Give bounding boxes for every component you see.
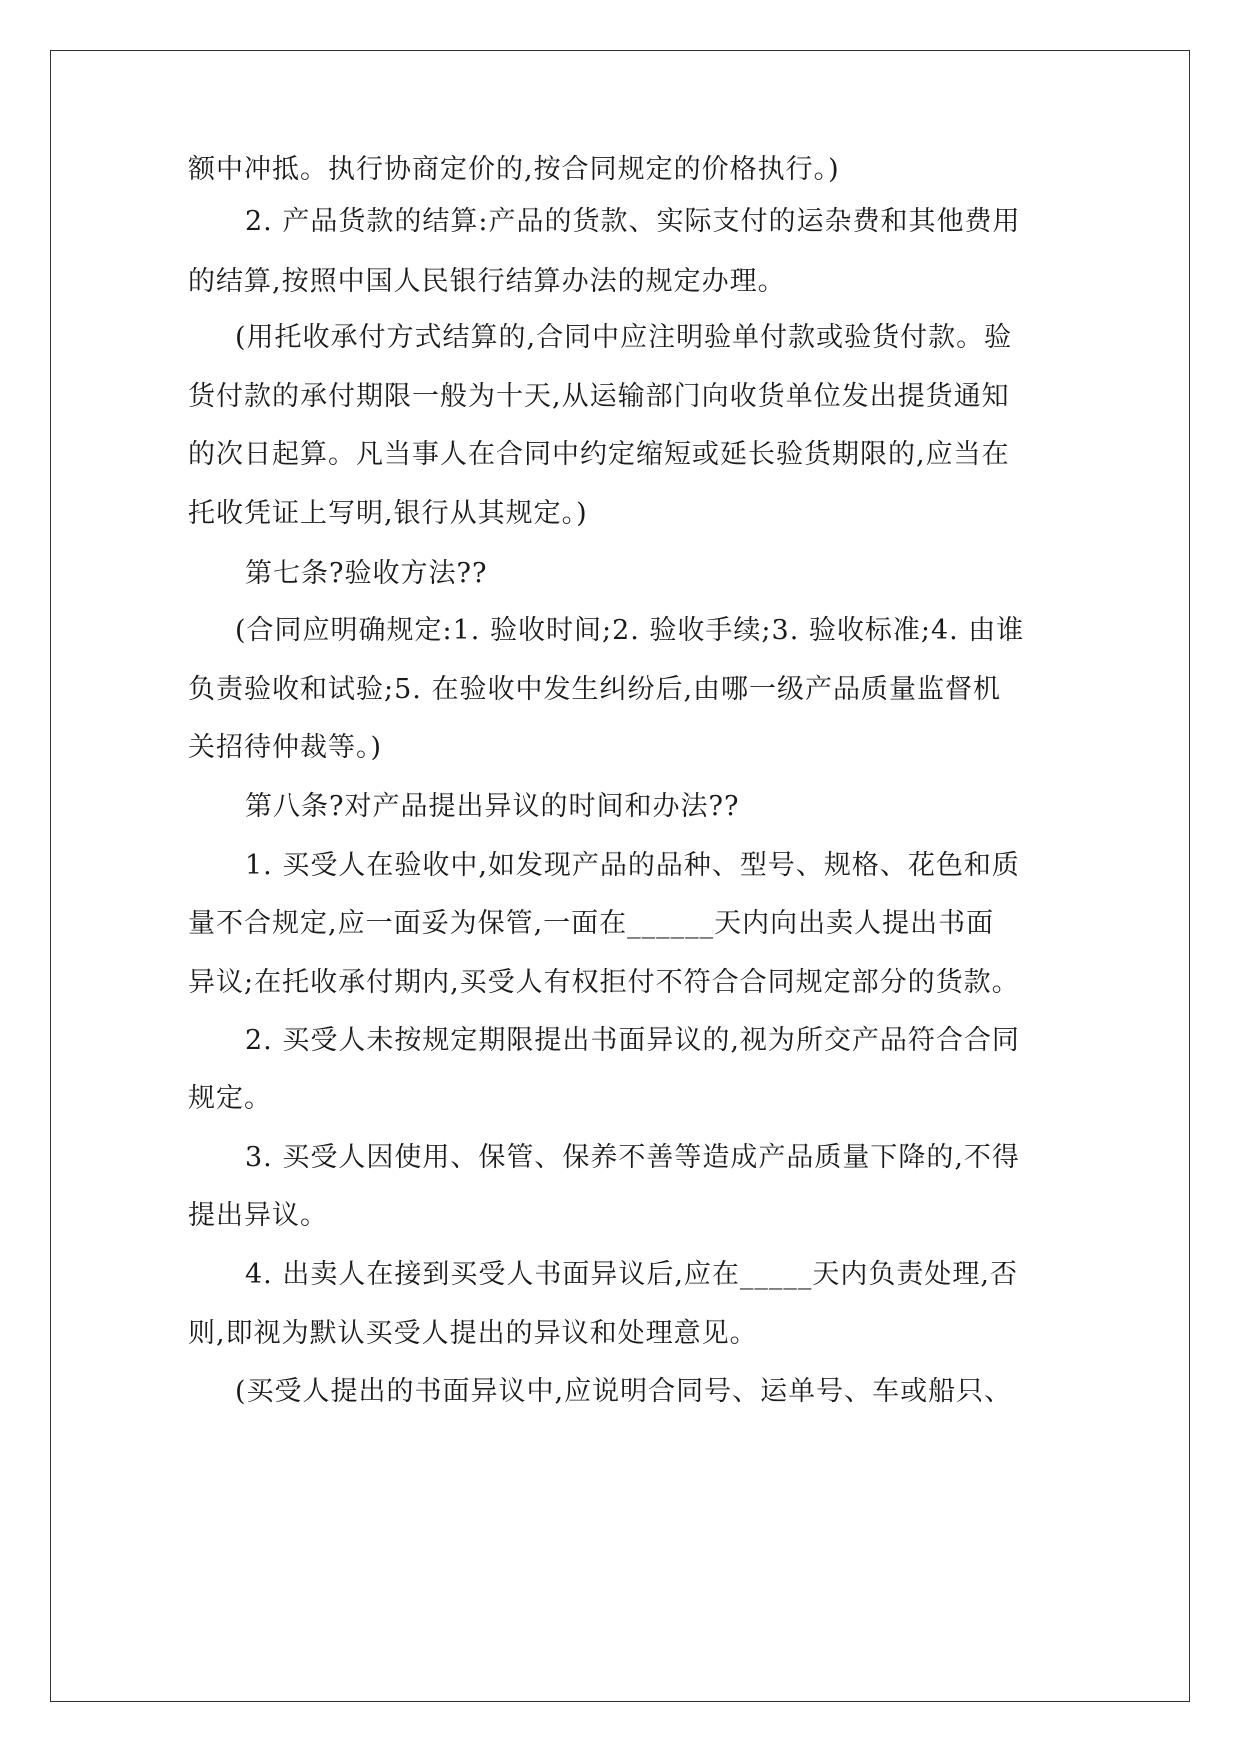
section-heading: 第八条?对产品提出异议的时间和办法?? (245, 791, 740, 822)
text-line: (用托收承付方式结算的,合同中应注明验单付款或验货付款。验 (235, 322, 1013, 353)
text-line: 异议;在托收承付期内,买受人有权拒付不符合合同规定部分的货款。 (188, 967, 1020, 998)
text-line: (合同应明确规定:1. 验收时间;2. 验收手续;3. 验收标准;4. 由谁 (235, 615, 1025, 646)
text-line: 额中冲抵。执行协商定价的,按合同规定的价格执行。) (188, 154, 840, 185)
text-line: 提出异议。 (188, 1200, 328, 1231)
text-line: 关招待仲裁等。) (188, 732, 383, 763)
text-line: 的结算,按照中国人民银行结算办法的规定办理。 (188, 266, 786, 297)
text-line: 4. 出卖人在接到买受人书面异议后,应在_____天内负责处理,否 (245, 1259, 1019, 1290)
section-heading: 第七条?验收方法?? (245, 558, 488, 589)
text-line: 托收凭证上写明,银行从其规定。) (188, 498, 588, 529)
text-line: 规定。 (188, 1083, 272, 1114)
text-line: 3. 买受人因使用、保管、保养不善等造成产品质量下降的,不得 (245, 1142, 1020, 1173)
text-line: 负责验收和试验;5. 在验收中发生纠纷后,由哪一级产品质量监督机 (188, 674, 1002, 705)
text-line: 则,即视为默认买受人提出的异议和处理意见。 (188, 1318, 758, 1349)
text-line: 的次日起算。凡当事人在合同中约定缩短或延长验货期限的,应当在 (188, 439, 1010, 470)
text-line: 货付款的承付期限一般为十天,从运输部门向收货单位发出提货通知 (188, 381, 1010, 412)
text-line: 2. 买受人未按规定期限提出书面异议的,视为所交产品符合合同 (245, 1025, 1020, 1056)
text-line: 量不合规定,应一面妥为保管,一面在______天内向出卖人提出书面 (188, 908, 995, 939)
text-line: (买受人提出的书面异议中,应说明合同号、运单号、车或船只、 (235, 1376, 1013, 1407)
text-line: 2. 产品货款的结算:产品的货款、实际支付的运杂费和其他费用 (245, 206, 1021, 237)
text-line: 1. 买受人在验收中,如发现产品的品种、型号、规格、花色和质 (245, 850, 1020, 881)
